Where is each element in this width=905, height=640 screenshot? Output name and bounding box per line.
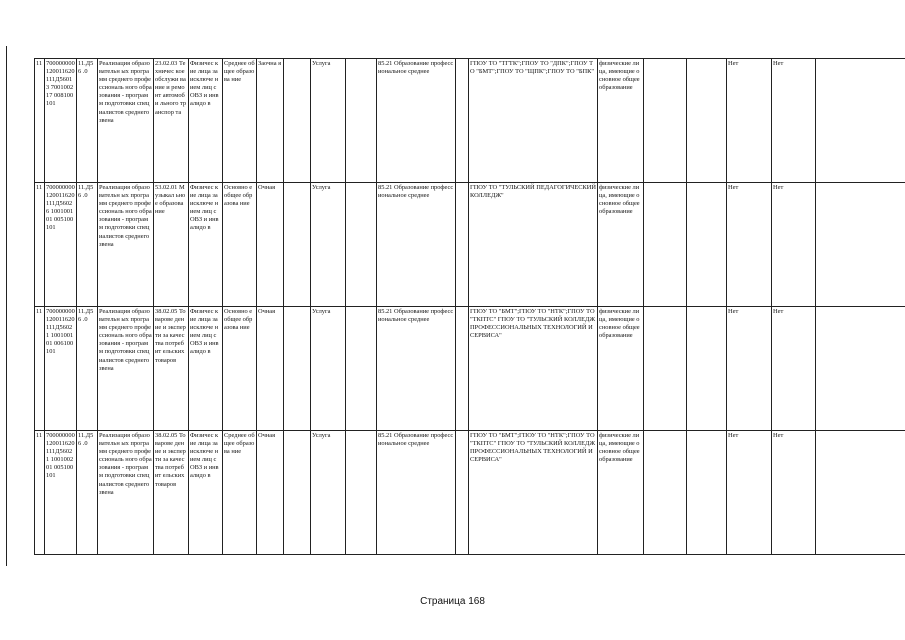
empty-cell	[816, 59, 905, 183]
consumer-category: Физичес кие лица за исключе нием лиц с ОВЗ и инвалидо в	[189, 59, 223, 183]
table-row	[35, 59, 905, 183]
institutions: ГПОУ ТО "БМТ";ГПОУ ТО "НТК";ГПОУ ТО "ТКПТС" ГПОУ ТО "ТУЛЬСКИЙ КОЛЛЕДЖ ПРОФЕССИОНАЛЬНЫХ ТЕХНОЛОГИЙ И СЕРВИСА"	[469, 307, 598, 431]
left-margin-rule	[6, 46, 7, 566]
empty-cell	[687, 183, 727, 307]
flag-fee: Нет	[727, 183, 772, 307]
record-type: Услуга	[311, 431, 346, 555]
page-number: Страница 168	[420, 596, 485, 607]
empty-cell	[816, 183, 905, 307]
table-row	[35, 431, 905, 555]
registry-code: 700000000 120011620 111Д56021 100100201 005100101	[45, 431, 77, 555]
empty-cell	[816, 431, 905, 555]
empty-cell	[284, 59, 311, 183]
consumers: физические лица, имеющие основное общее образование	[598, 431, 644, 555]
empty-cell	[687, 307, 727, 431]
empty-cell	[687, 431, 727, 555]
registry-code: 700000000 120011620 111Д56021 100100101 006100101	[45, 307, 77, 431]
specialty: 53.02.01 Музыкал ьное образова ние	[154, 183, 189, 307]
study-form: Очная	[257, 183, 284, 307]
empty-cell	[644, 59, 687, 183]
consumer-category: Физичес кие лица за исключе нием лиц с ОВЗ и инвалидо в	[189, 431, 223, 555]
table-row	[35, 307, 905, 431]
education-level: Среднее общее образова ние	[223, 59, 257, 183]
flag-other: Нет	[772, 431, 816, 555]
empty-cell	[644, 183, 687, 307]
okpd-code: 11.Д56 .0	[77, 431, 98, 555]
flag-fee: Нет	[727, 431, 772, 555]
study-form: Очная	[257, 431, 284, 555]
specialty: 38.02.05 Товарове дение и эксперти за качества потребит ельских товаров	[154, 307, 189, 431]
empty-cell	[346, 183, 377, 307]
education-level: Среднее общее образова ние	[223, 431, 257, 555]
okved-activity: 85.21 Образование профессиональное среднее	[377, 59, 456, 183]
empty-cell	[346, 431, 377, 555]
registry-table	[34, 58, 905, 555]
consumers: физические лица, имеющие основное общее образование	[598, 59, 644, 183]
row-number: 11	[35, 183, 45, 307]
empty-cell	[346, 59, 377, 183]
service-name: Реализация образовательн ых программ среднего профессиональ ного образования - программ подготовки специалистов среднего звена	[98, 59, 154, 183]
consumers: физические лица, имеющие основное общее образование	[598, 307, 644, 431]
empty-cell	[284, 431, 311, 555]
service-name: Реализация образовательн ых программ среднего профессиональ ного образования - программ подготовки специалистов среднего звена	[98, 431, 154, 555]
row-number: 11	[35, 307, 45, 431]
education-level: Основно е общее образова ние	[223, 307, 257, 431]
okpd-code: 11.Д56 .0	[77, 307, 98, 431]
registry-code: 700000000 120011620 111Д56026 100100101 005100101	[45, 183, 77, 307]
empty-cell	[644, 431, 687, 555]
empty-cell	[456, 59, 469, 183]
empty-cell	[284, 183, 311, 307]
institutions: ГПОУ ТО "ТГТК";ГПОУ ТО "ДПК";ГПОУ ТО "БМТ";ГПОУ ТО "ЩПК";ГПОУ ТО "БПК"	[469, 59, 598, 183]
empty-cell	[456, 183, 469, 307]
flag-other: Нет	[772, 307, 816, 431]
row-number: 11	[35, 431, 45, 555]
okved-activity: 85.21 Образование профессиональное среднее	[377, 431, 456, 555]
okved-activity: 85.21 Образование профессиональное среднее	[377, 307, 456, 431]
okpd-code: 11.Д56 .0	[77, 183, 98, 307]
record-type: Услуга	[311, 59, 346, 183]
okved-activity: 85.21 Образование профессиональное среднее	[377, 183, 456, 307]
specialty: 23.02.03 Техничес кое обслужи вание и ремонт автомоби льного транспор та	[154, 59, 189, 183]
institutions: ГПОУ ТО "ТУЛЬСКИЙ ПЕДАГОГИЧЕСКИЙ КОЛЛЕДЖ"	[469, 183, 598, 307]
row-number: 11	[35, 59, 45, 183]
empty-cell	[644, 307, 687, 431]
empty-cell	[346, 307, 377, 431]
empty-cell	[456, 431, 469, 555]
record-type: Услуга	[311, 183, 346, 307]
flag-fee: Нет	[727, 59, 772, 183]
flag-fee: Нет	[727, 307, 772, 431]
study-form: Очная	[257, 307, 284, 431]
service-name: Реализация образовательн ых программ среднего профессиональ ного образования - программ подготовки специалистов среднего звена	[98, 183, 154, 307]
service-name: Реализация образовательн ых программ среднего профессиональ ного образования - программ подготовки специалистов среднего звена	[98, 307, 154, 431]
registry-code: 700000000 120011620 111Д56013 700100217 008100101	[45, 59, 77, 183]
flag-other: Нет	[772, 183, 816, 307]
consumer-category: Физичес кие лица за исключе нием лиц с ОВЗ и инвалидо в	[189, 307, 223, 431]
consumers: физические лица, имеющие основное общее образование	[598, 183, 644, 307]
flag-other: Нет	[772, 59, 816, 183]
empty-cell	[456, 307, 469, 431]
specialty: 38.02.05 Товарове дение и эксперти за качества потребит ельских товаров	[154, 431, 189, 555]
study-form: Заочна я	[257, 59, 284, 183]
empty-cell	[816, 307, 905, 431]
education-level: Основно е общее образова ние	[223, 183, 257, 307]
institutions: ГПОУ ТО "БМТ";ГПОУ ТО "НТК";ГПОУ ТО "ТКПТС" ГПОУ ТО "ТУЛЬСКИЙ КОЛЛЕДЖ ПРОФЕССИОНАЛЬНЫХ ТЕХНОЛОГИЙ И СЕРВИСА"	[469, 431, 598, 555]
consumer-category: Физичес кие лица за исключе нием лиц с ОВЗ и инвалидо в	[189, 183, 223, 307]
okpd-code: 11.Д56 .0	[77, 59, 98, 183]
empty-cell	[284, 307, 311, 431]
table-row	[35, 183, 905, 307]
record-type: Услуга	[311, 307, 346, 431]
empty-cell	[687, 59, 727, 183]
